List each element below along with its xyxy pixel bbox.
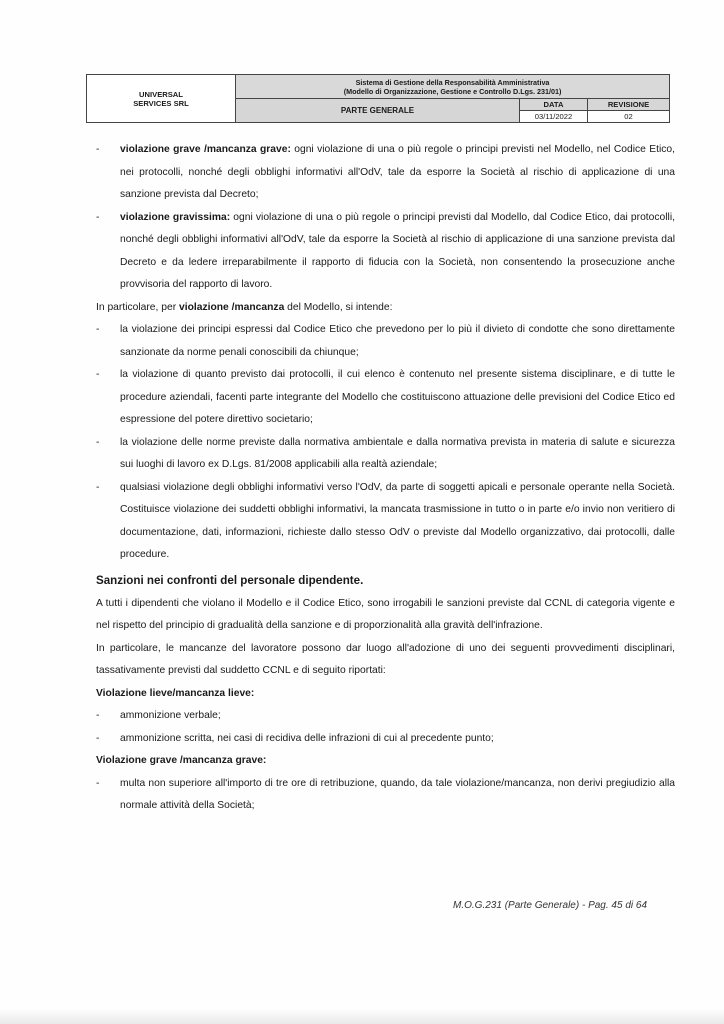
text-span: del Modello, si intende: <box>284 301 393 313</box>
revisione-label: REVISIONE <box>588 99 670 111</box>
list-item: - la violazione delle norme previste dalla normativa ambientale e dalla normativa prevista in materia di salute e sicurezza sui luoghi di lavoro ex D.Lgs. 81/2008 applicabili alla realtà aziendale; <box>96 432 675 477</box>
page-edge-shadow <box>0 1008 724 1024</box>
revisione-value: 02 <box>588 111 670 123</box>
list-item-violazione-gravissima <box>96 207 675 297</box>
paragraph: In particolare, le mancanze del lavoratore possono dar luogo all'adozione di uno dei seguenti provvedimenti disciplinari, tassativamente previsti dal suddetto CCNL e di seguito riportati: <box>96 642 675 676</box>
term-bold: violazione /mancanza <box>179 301 285 313</box>
subheading-grave: Violazione grave /mancanza grave: <box>96 755 267 766</box>
term-bold: violazione gravissima: <box>120 211 231 223</box>
system-title-line1: Sistema di Gestione della Responsabilità Amministrativa <box>355 77 550 87</box>
list-item-violazione-grave <box>96 139 675 207</box>
section-name: PARTE GENERALE <box>236 99 520 123</box>
text-span: In particolare, per <box>96 301 179 313</box>
section-heading: Sanzioni nei confronti del personale dipendente. <box>96 573 364 587</box>
list-item: - qualsiasi violazione degli obblighi informativi verso l'OdV, da parte di soggetti apicali e personale operante nella Società. Costituisce violazione dei suddetti obblighi informativi, la mancata trasmissione in tutto o in parte e/o invio non veritiero di documentazione, dati, informazioni, richieste dallo stesso OdV o previste dal Modello organizzativo, dai protocolli, dalle procedure. <box>96 477 675 567</box>
system-title-line2: (Modello di Organizzazione, Gestione e Controllo D.Lgs. 231/01) <box>343 86 562 96</box>
term-text: ogni violazione di una o più regole o principi previsti nel Modello, nel Codice Etico, nei protocolli, nonché degli obblighi informativi all'OdV, tale da esporre la Società al rischio di applicazione di una sanzione prevista dal Decreto; <box>120 144 675 200</box>
page-footer: M.O.G.231 (Parte Generale) - Pag. 45 di 64 <box>453 900 647 911</box>
term-text: ogni violazione di una o più regole o principi previsti dal Modello, dal Codice Etico, dai protocolli, nonché degli obblighi informativi all'OdV, tale da esporre la Società al rischio di applicazione di una sanzione prevista dal Decreto e da ledere irreparabilmente il rapporto di fiducia con la Società, non consentendo la prosecuzione anche provvisoria del rapporto di lavoro. <box>120 211 675 290</box>
company-name-line2: SERVICES SRL <box>133 98 189 108</box>
list-item: - ammonizione scritta, nei casi di recidiva delle infrazioni di cui al precedente punto; <box>96 728 675 751</box>
paragraph: A tutti i dipendenti che violano il Modello e il Codice Etico, sono irrogabili le sanzioni previste dal CCNL di categoria vigente e nel rispetto del principio di gradualità della sanzione e di proporzionalità alla gravità dell'infrazione. <box>96 597 675 631</box>
data-value: 03/11/2022 <box>520 111 588 123</box>
list-item: - la violazione dei principi espressi dal Codice Etico che prevedono per lo più il divieto di condotte che sono direttamente sanzionate da norme penali conoscibili da chiunque; <box>96 319 675 364</box>
document-body <box>96 139 675 818</box>
term-bold: violazione grave /mancanza grave: <box>120 144 291 155</box>
document-header-table <box>86 74 670 123</box>
list-item: - la violazione di quanto previsto dai protocolli, il cui elenco è contenuto nel presente sistema disciplinare, e di tutte le procedure aziendali, facenti parte integrante del Modello che costituiscono attuazione delle previsioni del Codice Etico ed espressione del potere direttivo societario; <box>96 364 675 432</box>
company-name-line1: UNIVERSAL <box>139 89 183 99</box>
paragraph-intro <box>96 297 675 320</box>
list-item: - ammonizione verbale; <box>96 705 675 728</box>
company-name <box>87 75 236 123</box>
list-item: - multa non superiore all'importo di tre ore di retribuzione, quando, da tale violazione/mancanza, non derivi pregiudizio alla normale attività della Società; <box>96 773 675 818</box>
system-title <box>236 75 670 99</box>
subheading-lieve: Violazione lieve/mancanza lieve: <box>96 687 255 699</box>
data-label: DATA <box>520 99 588 111</box>
